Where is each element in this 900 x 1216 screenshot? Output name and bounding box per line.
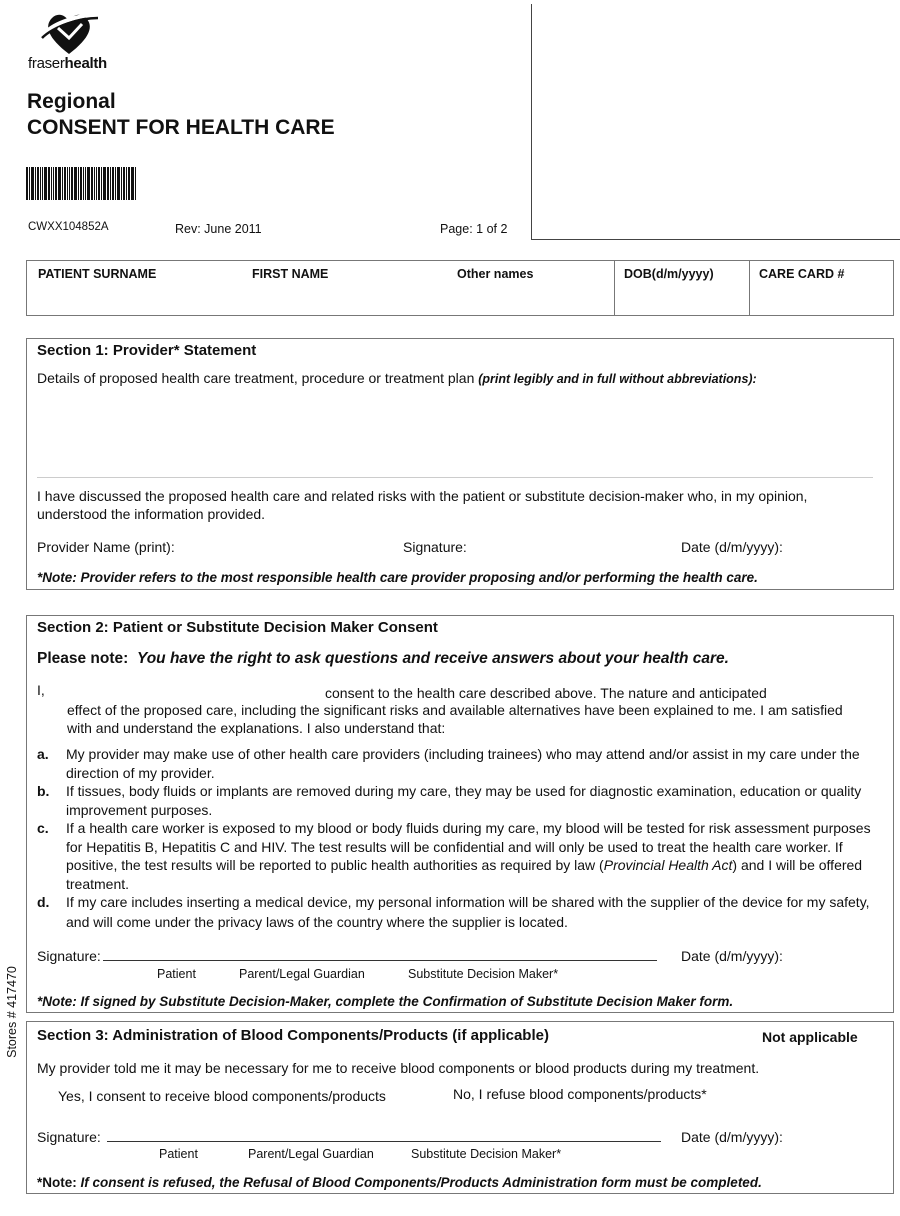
section-2-box (26, 615, 894, 1013)
blood-date-input[interactable] (797, 1123, 887, 1145)
header-divider-vertical (531, 4, 532, 240)
form-code: CWXX104852A (28, 221, 109, 233)
fraser-health-logo (28, 8, 108, 74)
patient-signature-label: Signature: (37, 948, 101, 964)
page-number: Page: 1 of 2 (440, 222, 508, 236)
section-3-statement: My provider told me it may be necessary for me to receive blood components or blood products during my treatment. (37, 1060, 760, 1076)
please-note: Please note: You have the right to ask questions and receive answers about your health care. (37, 650, 729, 667)
provider-date-input[interactable] (797, 535, 887, 557)
blood-consent-no-option[interactable]: No, I refuse blood components/products* (453, 1086, 707, 1102)
stores-number: Stores # 417470 (5, 966, 19, 1058)
page-title: CONSENT FOR HEALTH CARE (27, 116, 335, 139)
section-2-note: *Note: If signed by Substitute Decision-Maker, complete the Confirmation of Substitute Decision Maker form. (37, 994, 734, 1009)
patient-signature-line (103, 960, 657, 961)
not-applicable-option[interactable]: Not applicable (762, 1029, 858, 1045)
logo-text-bold: health (64, 55, 107, 72)
consent-line-1: consent to the health care described above. The nature and anticipated (325, 685, 767, 701)
signer-option-sdm[interactable]: Substitute Decision Maker* (408, 967, 559, 981)
signer-option-patient[interactable]: Patient (157, 967, 196, 981)
i-label: I, (37, 682, 45, 698)
heart-logo-icon (38, 8, 100, 58)
patient-date-label: Date (d/m/yyyy): (681, 948, 783, 964)
blood-signature-input[interactable] (107, 1123, 661, 1141)
logo-text-light: fraser (28, 55, 65, 72)
blood-signer-option-sdm[interactable]: Substitute Decision Maker* (411, 1147, 562, 1161)
dob-input[interactable] (619, 285, 745, 311)
list-item-c: c. If a health care worker is exposed to my blood or body fluids during my care, my blood will be tested for risk assessment purposes for Hepatitis B, Hepatitis C and HIV. The test results will be confidential and will only be used to treat the health care worker. If positive, the test results will be reported to public health authorities as required by law (Provincial Health Act) and I will be offered treatment. (37, 820, 871, 892)
dob-label: DOB(d/m/yyyy) (624, 267, 714, 281)
blood-signature-line (107, 1141, 661, 1142)
treatment-details-hint: (print legibly and in full without abbreviations): (478, 372, 757, 386)
provider-name-label: Provider Name (print): (37, 539, 175, 555)
patient-date-input[interactable] (797, 942, 887, 964)
first-name-label: FIRST NAME (252, 267, 329, 281)
please-note-text: You have the right to ask questions and receive answers about your health care. (136, 650, 729, 667)
section-1-note: *Note: Provider refers to the most responsible health care provider proposing and/or performing the health care. (37, 570, 758, 585)
treatment-details-label: Details of proposed health care treatment, procedure or treatment plan (print legibly and in full without abbreviations): (37, 370, 757, 386)
first-name-input[interactable] (247, 285, 447, 311)
blood-signer-option-guardian[interactable]: Parent/Legal Guardian (248, 1147, 374, 1161)
list-item-d: d. If my care includes inserting a medical device, my personal information will be shared with the supplier of the device for my safety, and will come under the privacy laws of the country where the supplier is located. (37, 894, 870, 930)
barcode (26, 167, 183, 200)
provider-date-label: Date (d/m/yyyy): (681, 539, 783, 555)
blood-date-label: Date (d/m/yyyy): (681, 1129, 783, 1145)
blood-consent-yes-option[interactable]: Yes, I consent to receive blood components/products (58, 1088, 386, 1104)
other-names-label: Other names (457, 267, 534, 281)
section-3-title: Section 3: Administration of Blood Components/Products (if applicable) (37, 1027, 549, 1044)
blood-signature-label: Signature: (37, 1129, 101, 1145)
blood-signer-option-patient[interactable]: Patient (159, 1147, 198, 1161)
patient-info-box (26, 260, 894, 316)
care-card-input[interactable] (754, 285, 890, 311)
surname-label: PATIENT SURNAME (38, 267, 157, 281)
section-1-box (26, 338, 894, 590)
treatment-details-input[interactable] (37, 391, 877, 473)
header-divider-horizontal (531, 239, 900, 240)
other-names-input[interactable] (452, 285, 610, 311)
section-3-box (26, 1021, 894, 1194)
list-item-b: b. If tissues, body fluids or implants are removed during my care, they may be used for diagnostic examination, education or quality improvement purposes. (37, 783, 862, 818)
provider-name-input[interactable] (187, 535, 387, 557)
patient-signature-input[interactable] (103, 942, 657, 960)
section-3-note: *Note: If consent is refused, the Refusal of Blood Components/Products Administration form must be completed. (37, 1175, 762, 1190)
list-item-a: a. My provider may make use of other health care providers (including trainees) who may attend and/or assist in my care under the direction of my provider. (37, 746, 860, 781)
consent-explanation: effect of the proposed care, including the significant risks and available alternatives have been explained to me. I am satisfied with and understand the explanations. I also understand that: (67, 702, 843, 736)
revision-date: Rev: June 2011 (175, 222, 262, 236)
section-2-title: Section 2: Patient or Substitute Decision Maker Consent (37, 619, 438, 636)
provider-signature-label: Signature: (403, 539, 467, 555)
signer-option-guardian[interactable]: Parent/Legal Guardian (239, 967, 365, 981)
surname-input[interactable] (31, 285, 237, 311)
provider-statement: I have discussed the proposed health care and related risks with the patient or substitute decision-maker who, in my opinion, understood the information provided. (37, 488, 808, 522)
section-1-title: Section 1: Provider* Statement (37, 342, 257, 359)
title-line-1: Regional (27, 90, 116, 113)
provider-signature-input[interactable] (477, 535, 667, 557)
consenter-name-input[interactable] (55, 678, 317, 700)
care-card-label: CARE CARD # (759, 267, 845, 281)
